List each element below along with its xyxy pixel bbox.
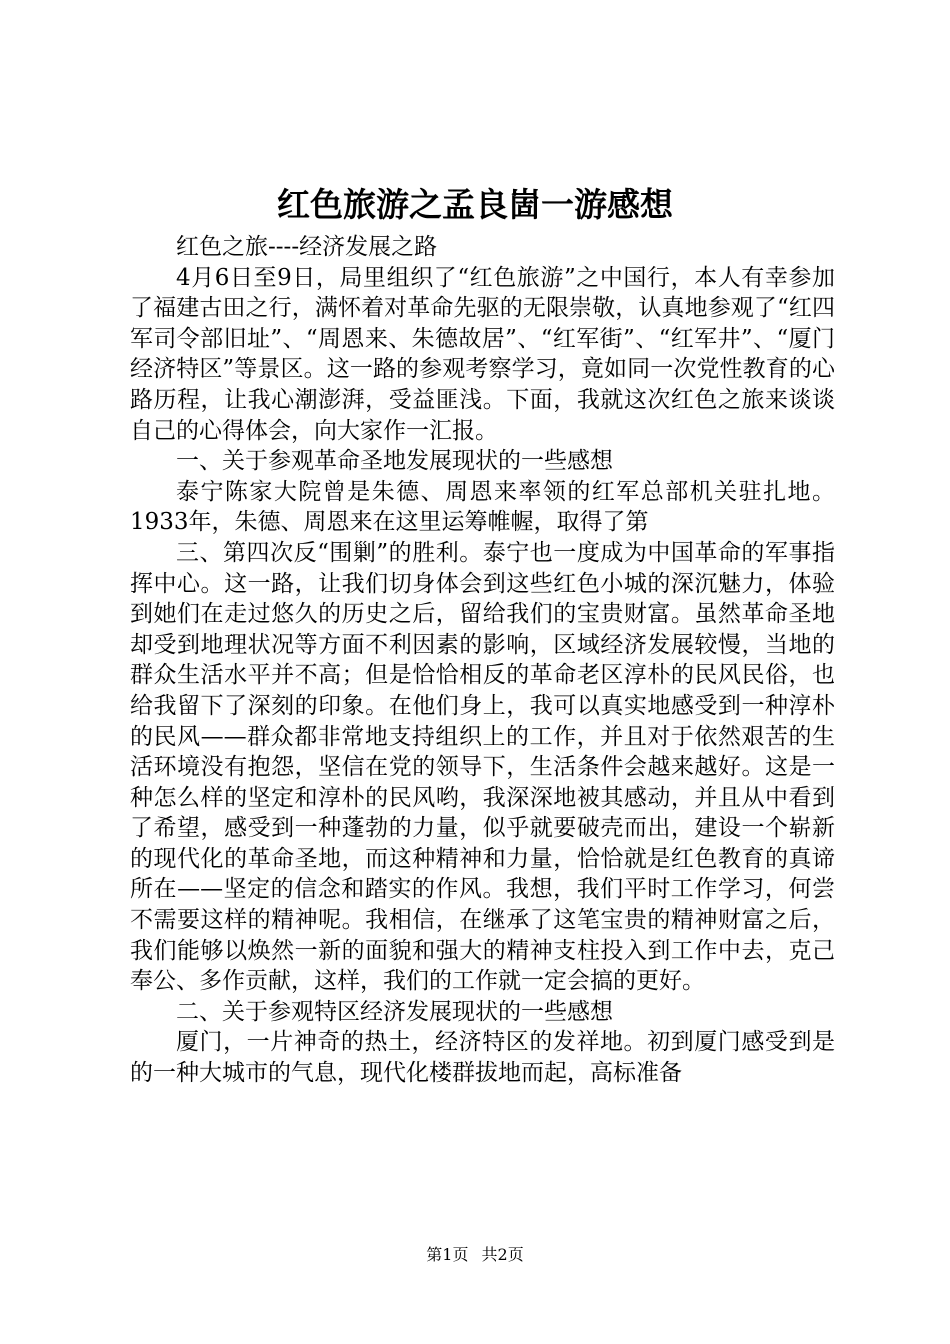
section-heading-1: 一、关于参观革命圣地发展现状的一些感想 bbox=[176, 448, 613, 475]
paragraph-xiamen: 厦门，一片神奇的热土，经济特区的发祥地。初到厦门感受到是的一种大城市的气息，现代化楼群拔地而起，高标准备 bbox=[130, 1029, 835, 1087]
page-number: 第1页 bbox=[426, 1245, 469, 1264]
page-total: 共2页 bbox=[481, 1245, 524, 1264]
section-heading-2: 二、关于参观特区经济发展现状的一些感想 bbox=[176, 998, 613, 1025]
paragraph-subtitle: 红色之旅----经济发展之路 bbox=[176, 234, 438, 260]
page-footer bbox=[0, 1244, 950, 1266]
paragraph-taining: 泰宁陈家大院曾是朱德、周恩来率领的红军总部机关驻扎地。1933年，朱德、周恩来在这里运筹帷幄，取得了第 bbox=[130, 478, 835, 536]
document-body bbox=[130, 232, 835, 1089]
document-title: 红色旅游之孟良崮一游感想 bbox=[277, 185, 673, 224]
paragraph-victory: 三、第四次反“围剿”的胜利。泰宁也一度成为中国革命的军事指挥中心。这一路，让我们切身体会到这些红色小城的深沉魅力，体验到她们在走过悠久的历史之后，留给我们的宝贵财富。虽然革命圣地却受到地理状况等方面不利因素的影响，区域经济发展较慢，当地的群众生活水平并不高；但是恰恰相反的革命老区淳朴的民风民俗，也给我留下了深刻的印象。在他们身上，我可以真实地感受到一种淳朴的民风——群众都非常地支持组织上的工作，并且对于依然艰苦的生活环境没有抱怨，坚信在党的领导下，生活条件会越来越好。这是一种怎么样的坚定和淳朴的民风哟，我深深地被其感动，并且从中看到了希望，感受到一种蓬勃的力量，似乎就要破壳而出，建设一个崭新的现代化的革命圣地，而这种精神和力量，恰恰就是红色教育的真谛所在——坚定的信念和踏实的作风。我想，我们平时工作学习，何尝不需要这样的精神呢。我相信，在继承了这笔宝贵的精神财富之后，我们能够以焕然一新的面貌和强大的精神支柱投入到工作中去，克己奉公、多作贡献，这样，我们的工作就一定会搞的更好。 bbox=[130, 539, 835, 995]
paragraph-intro: 4月6日至9日，局里组织了“红色旅游”之中国行，本人有幸参加了福建古田之行，满怀着对革命先驱的无限崇敬，认真地参观了“红四军司令部旧址”、“周恩来、朱德故居”、“红军街”、“红军井”、“厦门经济特区”等景区。这一路的参观考察学习，竟如同一次党性教育的心路历程，让我心潮澎湃，受益匪浅。下面，我就这次红色之旅来谈谈自己的心得体会，向大家作一汇报。 bbox=[130, 264, 835, 444]
